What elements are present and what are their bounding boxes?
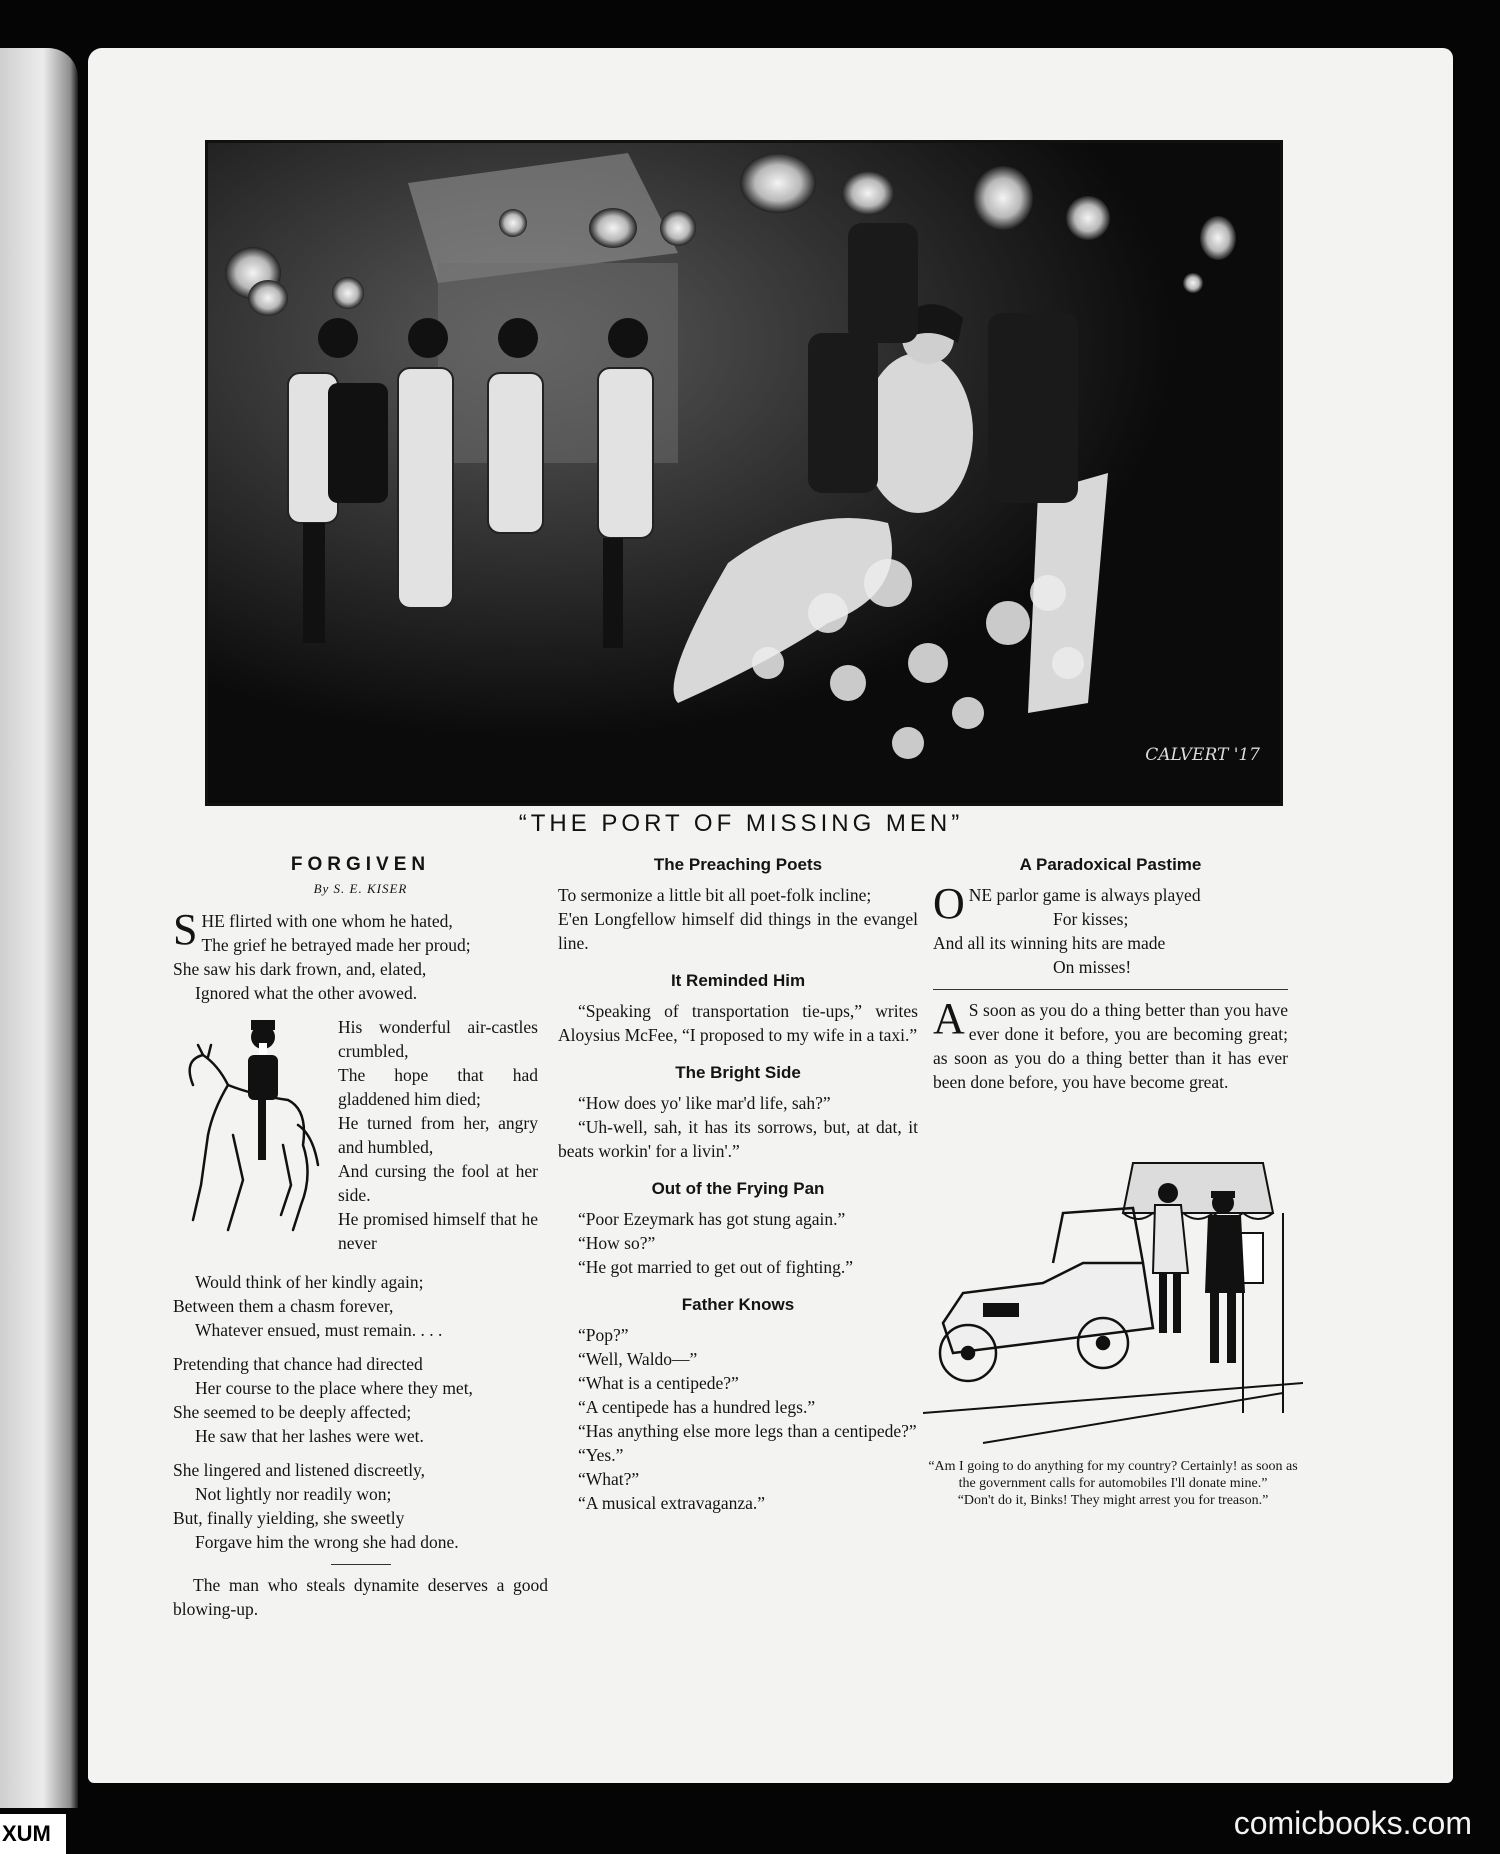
pastime-line: For kisses; (1053, 909, 1129, 929)
column-pastime (933, 853, 1288, 1094)
poem-line: She saw his dark frown, and, elated, (173, 959, 427, 979)
heading-bright-side: The Bright Side (675, 1063, 801, 1082)
bright-line: “How does yo' like mar'd life, sah?” (578, 1093, 831, 1113)
poem-stanza-2-tail (173, 1270, 548, 1342)
poem-stanza-4 (173, 1458, 548, 1554)
corner-tag: XUM (0, 1814, 66, 1854)
poem-line: Whatever ensued, must remain. . . . (195, 1320, 443, 1340)
pastime-line: And all its winning hits are made (933, 933, 1166, 953)
frying-line: “Poor Ezeymark has got stung again.” (578, 1209, 846, 1229)
cartoon-caption-line: “Am I going to do anything for my country? Certainly! as soon as the government calls for automobiles I'll donate mine.” (928, 1459, 1298, 1491)
bright-line: “Uh-well, sah, it has its sorrows, but, at dat, it beats workin' for a livin'.” (558, 1117, 918, 1161)
poem-line: He promised himself that he never (338, 1209, 538, 1253)
poem-line: But, finally yielding, she sweetly (173, 1508, 405, 1528)
poem-line: She lingered and listened discreetly, (173, 1460, 426, 1480)
frying-line: “He got married to get out of fighting.” (578, 1257, 854, 1277)
garden-party-illustration (208, 143, 1280, 803)
poem-line: And cursing the fool at her side. (338, 1161, 538, 1205)
poem-line: Her course to the place where they met, (195, 1378, 473, 1398)
section-divider (331, 1564, 391, 1565)
father-line: “Well, Waldo—” (578, 1349, 698, 1369)
poem-line: He saw that her lashes were wet. (195, 1426, 424, 1446)
father-line: “A musical extravaganza.” (578, 1493, 766, 1513)
site-watermark: comicbooks.com (1233, 1805, 1472, 1841)
illustration-caption: “THE PORT OF MISSING MEN” (518, 810, 964, 837)
greatness-text: S soon as you do a thing better than you have ever done it before, you are becoming great; as soon as you do a thing better than it has ever been done before, you have become great. (933, 1000, 1288, 1092)
column-jokes (558, 853, 918, 1515)
artist-signature: CALVERT '17 (1145, 745, 1260, 765)
poem-line: HE flirted with one whom he hated, (201, 911, 453, 931)
poem-line: Ignored what the other avowed. (195, 983, 418, 1003)
poem-line: She seemed to be deeply affected; (173, 1402, 412, 1422)
father-line: “A centipede has a hundred legs.” (578, 1397, 816, 1417)
automobile (940, 1208, 1153, 1381)
poem-line: Would think of her kindly again; (195, 1272, 424, 1292)
father-line: “Pop?” (578, 1325, 629, 1345)
poem-line: Between them a chasm forever, (173, 1296, 394, 1316)
section-divider (933, 989, 1288, 990)
cartoon-caption (923, 1458, 1303, 1509)
man-in-suit (1205, 1191, 1245, 1363)
poem-line: Pretending that chance had directed (173, 1354, 423, 1374)
magazine-page (88, 48, 1453, 1783)
poem-byline: By S. E. KISER (313, 881, 408, 896)
greatness-paragraph (933, 994, 1288, 1094)
poem-stanza-1 (173, 905, 548, 1005)
column-poem (173, 853, 548, 1621)
poem-stanza-3 (173, 1352, 548, 1448)
pastime-line: NE parlor game is always played (968, 885, 1201, 905)
drop-cap: A (933, 994, 965, 1043)
horse-rider-block (173, 1015, 548, 1260)
father-line: “Has anything else more legs than a centipede?” (578, 1421, 917, 1441)
left-page-edge (0, 48, 78, 1808)
heading-paradoxical-pastime: A Paradoxical Pastime (1019, 855, 1202, 874)
poem-stanza-2 (338, 1015, 538, 1255)
preaching-line: To sermonize a little bit all poet-folk incline; (558, 885, 872, 905)
father-line: “Yes.” (578, 1445, 624, 1465)
heading-it-reminded-him: It Reminded Him (670, 971, 806, 990)
heading-preaching-poets: The Preaching Poets (653, 855, 823, 874)
poem-line: Not lightly nor readily won; (195, 1484, 392, 1504)
poem-title: FORGIVEN (290, 854, 431, 875)
drop-cap: S (173, 905, 198, 954)
preaching-line: E'en Longfellow himself did things in the evangel line. (558, 909, 918, 953)
pastime-verse (933, 879, 1288, 979)
poem-line: His wonderful air-castles crumbled, (338, 1017, 538, 1061)
horse-rider-drawing (173, 1015, 323, 1255)
car-cartoon-drawing (923, 1153, 1303, 1453)
main-illustration (205, 140, 1283, 806)
drop-cap: O (933, 879, 965, 928)
poem-line: He turned from her, angry and humbled, (338, 1113, 538, 1157)
poem-line: Forgave him the wrong she had done. (195, 1532, 459, 1552)
pastime-line: On misses! (1053, 957, 1132, 977)
heading-father-knows: Father Knows (681, 1295, 795, 1314)
frying-line: “How so?” (578, 1233, 656, 1253)
father-line: “What?” (578, 1469, 640, 1489)
cartoon-caption-line: “Don't do it, Binks! They might arrest you for treason.” (957, 1493, 1269, 1508)
heading-frying-pan: Out of the Frying Pan (651, 1179, 825, 1198)
dynamite-epigram: The man who steals dynamite deserves a good blowing-up. (173, 1575, 548, 1619)
car-cartoon (923, 1153, 1303, 1453)
poem-line: The hope that had gladdened him died; (338, 1065, 538, 1109)
father-line: “What is a centipede?” (578, 1373, 739, 1393)
reminded-text: “Speaking of transportation tie-ups,” writes Aloysius McFee, “I proposed to my wife in a taxi.” (558, 1001, 918, 1045)
poem-line: The grief he betrayed made her proud; (201, 935, 471, 955)
